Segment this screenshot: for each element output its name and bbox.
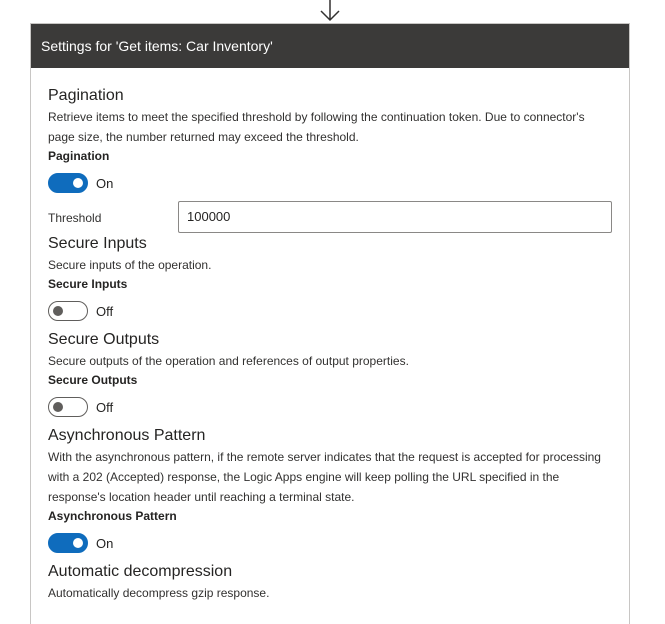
pagination-title: Pagination [48, 87, 124, 104]
auto-decompression-description: Automatically decompress gzip response. [48, 586, 270, 600]
secure-inputs-toggle-row [48, 301, 113, 321]
toggle-knob [73, 538, 83, 548]
async-pattern-toggle[interactable] [48, 533, 88, 553]
toggle-knob [53, 402, 63, 412]
secure-outputs-toggle-state: Off [96, 399, 114, 415]
pagination-toggle[interactable] [48, 173, 88, 193]
async-pattern-title: Asynchronous Pattern [48, 427, 206, 444]
async-pattern-toggle-row [48, 533, 113, 553]
toggle-knob [53, 306, 63, 316]
async-pattern-toggle-state: On [96, 535, 114, 551]
toggle-knob [73, 178, 83, 188]
secure-outputs-toggle-label: Secure Outputs [48, 373, 138, 387]
threshold-label: Threshold [48, 211, 102, 225]
threshold-input[interactable]: 100000 [178, 201, 612, 233]
arrow-down-icon [318, 0, 342, 24]
auto-decompression-title: Automatic decompression [48, 563, 233, 580]
settings-panel [30, 23, 630, 624]
async-pattern-toggle-label: Asynchronous Pattern [48, 509, 177, 523]
secure-inputs-description: Secure inputs of the operation. [48, 258, 212, 272]
secure-outputs-description: Secure outputs of the operation and references of output properties. [48, 354, 409, 368]
pagination-description: Retrieve items to meet the specified threshold by following the continuation token. Due to connector's page size, the number returned may exceed the threshold. [48, 110, 585, 144]
secure-outputs-toggle-row [48, 397, 113, 417]
secure-inputs-toggle[interactable] [48, 301, 88, 321]
secure-inputs-toggle-label: Secure Inputs [48, 277, 128, 291]
pagination-toggle-label: Pagination [48, 149, 110, 163]
secure-outputs-title: Secure Outputs [48, 331, 160, 348]
secure-outputs-toggle[interactable] [48, 397, 88, 417]
secure-inputs-toggle-state: Off [96, 303, 114, 319]
pagination-toggle-state: On [96, 175, 114, 191]
pagination-toggle-row [48, 173, 113, 193]
async-pattern-description: With the asynchronous pattern, if the remote server indicates that the request is accepted for processing with a 202 (Accepted) response, the Logic Apps engine will keep polling the URL specified in the response's location header until reaching a terminal state. [48, 450, 601, 504]
secure-inputs-title: Secure Inputs [48, 235, 147, 252]
panel-header-title: Settings for 'Get items: Car Inventory' [31, 24, 629, 68]
